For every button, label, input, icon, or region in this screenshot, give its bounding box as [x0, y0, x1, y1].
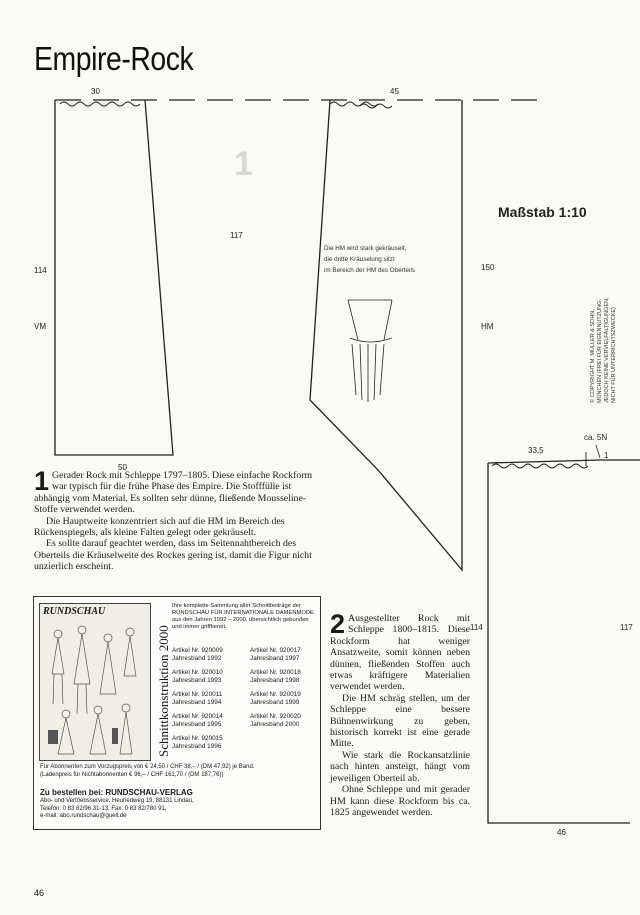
label-bottom-left-width: 50	[118, 463, 127, 472]
book-cover-image	[39, 603, 151, 761]
label-hm: HM	[481, 322, 494, 331]
copyright-line: © COPYRIGHT M. MÜLLER & SOHN,	[590, 309, 596, 403]
ad-article	[250, 691, 322, 706]
copyright-line: JEDOCH KEINE VERVIELFÄLTIGUNGEN,	[604, 297, 610, 403]
ad-article	[172, 691, 244, 706]
article-band: Jahresband 1997	[250, 654, 300, 662]
piece2-arrow	[596, 445, 600, 458]
label-piece2-cut: ca. 5N	[584, 433, 608, 442]
copyright-notice	[590, 243, 618, 403]
article-band: Jahresband 1994	[172, 698, 222, 706]
page-title: Empire-Rock	[34, 40, 194, 77]
note-line: Die HM wird stark gekräuselt,	[324, 245, 407, 252]
label-piece2-left-length: 114	[470, 623, 483, 632]
ad-article	[172, 647, 244, 662]
order-heading: Zu bestellen bei: RUNDSCHAU-VERLAG	[40, 788, 193, 797]
copyright-line: MÜNCHEN (FREI FÜR EIGENNUTZUNG,	[597, 299, 603, 403]
article-nr: Artikel Nr. 920018	[250, 669, 301, 676]
article-band: Jahresband 1998	[250, 676, 300, 684]
ad-brand: RUNDSCHAU	[43, 606, 106, 617]
pattern-part-number: 1	[234, 145, 253, 183]
section1-lead: Gerader Rock mit Schleppe 1797–1805. Diese einfache Rockform war typisch für die frühe Phase des Empire. Die Stofffülle ist abhängig vom Material. Es sollten sehr dünne, fließende Mousseline-Stoffe verwendet werden.	[34, 470, 313, 516]
article-nr: Artikel Nr. 920014	[172, 713, 223, 720]
section2-p2: Die HM schräg stellen, um der Schleppe eine bessere Bühnenwirkung zu geben, historisch korrekt ist eine gerade Mitte.	[330, 692, 470, 750]
label-right-length: 150	[481, 263, 495, 272]
label-center-length: 117	[230, 231, 243, 240]
label-top-mid-width: 45	[390, 87, 399, 96]
section2-text	[330, 609, 470, 818]
ad-article	[172, 713, 244, 728]
section1-p2: Die Hauptweite konzentriert sich auf die HM im Bereich des Rückenspiegels, als kleine Falten gelegt oder gekräuselt.	[34, 515, 285, 539]
article-nr: Artikel Nr. 920009	[172, 647, 223, 654]
label-piece2-bottom-width: 46	[557, 828, 566, 837]
article-nr: Artikel Nr. 920015	[172, 735, 223, 742]
advertisement-box	[33, 596, 321, 830]
ad-order-info	[40, 787, 316, 821]
fashion-figures-sketch	[40, 604, 150, 760]
order-line: Telefon: 0 83 82/96 31-13, Fax: 0 83 82/780 91,	[40, 805, 167, 812]
ad-price	[40, 764, 316, 779]
section2-lead: Ausgestellter Rock mit Schleppe 1800–1815. Diese Rockform hat weniger Ansatzweite, somit können neben dünnen, fließenden Stoffen auch etwas kräftigere Materialien verwendet werden.	[330, 613, 470, 693]
order-line: Abo- und Vertriebsservice, Heuriedweg 19, 88131 Lindau,	[40, 798, 194, 804]
ad-article	[172, 669, 244, 684]
page-number: 46	[34, 888, 45, 898]
ad-vertical-title: Schnittkonstruktion 2000	[156, 625, 171, 757]
price-line: (Ladenpreis für Nichtabonnenten € 96,– / CHF 161,70 / (DM 187,76))	[40, 771, 224, 778]
ad-article	[172, 735, 244, 750]
gather-mark-right2	[360, 104, 392, 108]
label-piece2-side-mark: 1	[604, 451, 609, 460]
section2-dropcap: 2	[330, 609, 346, 639]
note-line: im Bereich der HM des Oberteils	[324, 267, 415, 274]
copyright-line: NICHT FÜR UNTERRICHTSZWECKE)	[611, 307, 617, 403]
ad-article	[250, 647, 322, 662]
article-band: Jahresband 1993	[172, 676, 222, 684]
article-nr: Artikel Nr. 920010	[172, 669, 223, 676]
bodice-sketch	[348, 300, 392, 402]
order-email[interactable]: e-mail: abo.rundschau@guell.de	[40, 813, 127, 819]
label-vm: VM	[34, 322, 46, 331]
article-band: Jahresband 2000	[250, 720, 300, 728]
ad-article	[250, 713, 322, 728]
article-nr: Artikel Nr. 920017	[250, 647, 301, 654]
label-piece2-top-width: 33,5	[528, 446, 544, 455]
piece1-train-outline	[310, 100, 462, 570]
article-band: Jahresband 1992	[172, 654, 222, 662]
article-band: Jahresband 1996	[172, 742, 222, 750]
article-nr: Artikel Nr. 920020	[250, 713, 301, 720]
gather-mark-right	[330, 102, 378, 106]
note-line: die dritte Kräuselung sitzt	[324, 256, 395, 263]
piece2-gather	[492, 464, 588, 468]
ad-article	[250, 669, 322, 684]
gather-mark-left	[60, 102, 140, 106]
label-top-left-width: 30	[91, 87, 100, 96]
scale-label: Maßstab 1:10	[498, 204, 587, 220]
piece1-outline	[55, 100, 173, 455]
label-left-length: 114	[34, 266, 47, 275]
price-line: Für Abonnenten zum Vorzugspreis von € 24,50 / CHF 38,– / (DM 47,92) je Band.	[40, 764, 255, 770]
pattern-note	[324, 243, 464, 276]
section2-p4: Ohne Schleppe und mit gerader HM kann diese Rockform bis ca. 1825 angewendet werden.	[330, 784, 470, 818]
article-band: Jahresband 1999	[250, 698, 300, 706]
article-band: Jahresband 1995	[172, 720, 222, 728]
label-piece2-right-length: 117	[620, 623, 633, 632]
article-nr: Artikel Nr. 920019	[250, 691, 301, 698]
section1-dropcap: 1	[34, 466, 50, 496]
section2-p3: Wie stark die Rockansatzlinie nach hinten ansteigt, hängt vom jeweiligen Oberteil ab.	[330, 749, 470, 784]
ad-intro: Ihre komplette Sammlung aller Schnittbeiträge der RUNDSCHAU FÜR INTERNATIONALE DAMENMODE aus den Jahren 1992 – 2000, übersichtlich gebunden und immer griffbereit.	[172, 603, 314, 630]
piece2-outline	[488, 460, 640, 823]
section1-p3: Es sollte darauf geachtet werden, dass im Seitennahtbereich des Oberteils die Kräuselweite des Rockes gering ist, damit die Figur nicht unzierlich erscheint.	[34, 538, 312, 573]
article-nr: Artikel Nr. 920011	[172, 691, 223, 698]
